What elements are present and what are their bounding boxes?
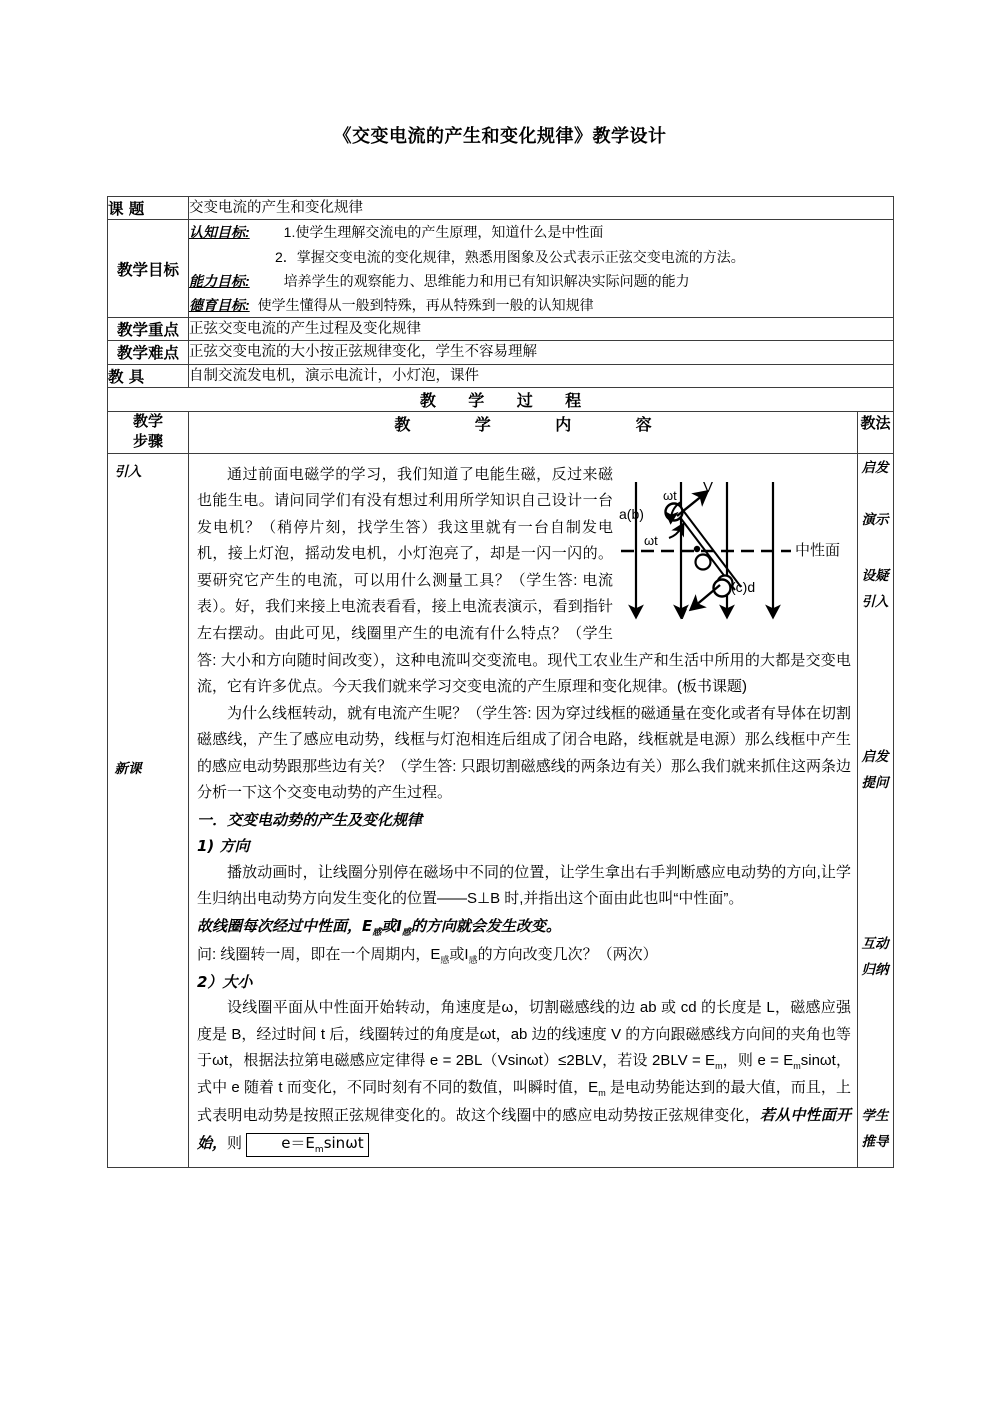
ability-tag: 能力目标: (189, 272, 250, 289)
method-item-7: 归纳 (861, 961, 889, 978)
step-item-newlesson: 新课 (114, 760, 142, 777)
header-content: 教 学 内 容 (189, 412, 858, 454)
subscript-gan-4: 感 (468, 954, 478, 965)
header-method: 教法 (858, 412, 894, 454)
subscript-gan-1: 感 (372, 927, 382, 938)
method-item-3: 引入 (861, 593, 889, 610)
label-omega-t-mid: ωt (644, 532, 658, 548)
label-velocity-bottom: V (677, 605, 688, 623)
table-row-objectives (108, 220, 894, 317)
cognitive-text-1: 1.使学生理解交流电的产生原理，知道什么是中性面 (283, 224, 604, 241)
method-item-8: 学生 (861, 1107, 889, 1124)
moral-text: 使学生懂得从一般到特殊，再从特殊到一般的认知规律 (257, 296, 594, 313)
lesson-plan-table (107, 196, 894, 1168)
magnitude-emph: 若从中性面开始， (197, 1106, 851, 1152)
label-cd: (c)d (731, 578, 756, 595)
method-item-5: 提问 (861, 774, 889, 791)
question-end: 的方向改变几次？（两次） (477, 945, 658, 963)
boxed-formula (246, 1133, 368, 1157)
subscript-m-2: m (793, 1061, 801, 1072)
subscript-gan-2: 感 (401, 927, 411, 938)
label-ab: a(b) (619, 505, 644, 522)
table-row-topic (108, 197, 894, 220)
paragraph-intro-2: 为什么线框转动，就有电流产生呢？（学生答: 因为穿过线框的磁通量在变化或者有导体在切割磁感线，产生了感应电动势，线框与灯泡相连后组成了闭合电路，线框就是电源）那么线框中产生的感应电动势跟那些边有关？（学生答: 只跟切割磁感线的两条边有关）那么我们就来抓住这两条边分析一下这个交变电动势的产生过程。 (197, 704, 851, 802)
key-point-label: 教学重点 (108, 317, 189, 340)
method-item-9: 推导 (861, 1133, 889, 1150)
heading-section-1: 一．交变电动势的产生及变化规律 (197, 810, 423, 829)
method-item-1: 演示 (861, 511, 889, 528)
steps-column (108, 453, 189, 1168)
lesson-content-text (189, 454, 857, 1168)
subscript-m-1: m (715, 1061, 723, 1072)
paragraph-intro-1: 通过前面电磁学的学习，我们知道了电能生磁，反过来磁也能生电。请问同学们有没有想过利用所学知识自己设计一台发电机？（稍停片刻，找学生答）我这里就有一台自制发电机，接上灯泡，摇动发电机，小灯泡亮了，却是一闪一闪的。要研究它产生的电流，可以用什么测量工具？（学生答: 电流表）。好，我们来接上电流表看看，接上电流表演示，看到指针左右摆动。由此可见，线圈里产生的电流有什么特点？（学生答: 大小和方向随时间改变），这种电流叫交变流电。现代工农业生产和生活中所用的大都是交变电流，它有许多优点。今天我们就来学习交变电流的产生原理和变化规律。(板书课题) (197, 465, 851, 696)
method-item-0: 启发 (861, 459, 889, 476)
magnitude-seg-2: ，则 e = E (722, 1052, 794, 1070)
cognitive-text-2: 2．掌握交变电流的变化规律，熟悉用图象及公式表示正弦交变电流的方法。 (275, 248, 745, 265)
symbol-E-1: E (362, 916, 373, 935)
content-column (189, 453, 858, 1168)
paragraph-direction-emph (197, 913, 851, 942)
key-point-value: 正弦交变电流的产生过程及变化规律 (189, 317, 894, 340)
label-omega-t-top: ωt (663, 487, 677, 503)
table-row-process-body (108, 453, 894, 1168)
subscript-gan-3: 感 (440, 954, 450, 965)
ability-text: 培养学生的观察能力、思维能力和用已有知识解决实际问题的能力 (283, 272, 690, 289)
paragraph-magnitude (197, 995, 851, 1157)
objective-moral (189, 293, 893, 317)
question-pre: 问: 线圈转一周，即在一个周期内， (197, 945, 431, 963)
header-step (108, 412, 189, 454)
objective-cognitive-2 (189, 245, 893, 269)
magnitude-seg-4: 是电动势能达到的最大值，而且，上式表明电动势是按照正弦规律变化的。故这个线圈中的感应电动势按正弦规律变化， (197, 1079, 851, 1125)
table-row-key-point (108, 317, 894, 340)
objective-ability (189, 269, 893, 293)
formula-subscript-m: m (314, 1144, 324, 1155)
magnitude-then: 则 (227, 1134, 243, 1152)
methods-column (858, 453, 894, 1168)
heading-magnitude: 2）大小 (197, 972, 253, 991)
cognitive-tag: 认知目标: (189, 224, 250, 241)
question-mid: 或 (449, 945, 465, 963)
topic-value: 交变电流的产生和变化规律 (189, 197, 894, 220)
emph-pre: 故线圈每次经过中性面， (197, 916, 363, 935)
objective-cognitive-1 (189, 220, 893, 244)
step-item-intro: 引入 (114, 463, 142, 480)
method-item-4: 启发 (861, 748, 889, 765)
table-row-process-header (108, 412, 894, 454)
header-step-line2: 步骤 (132, 433, 163, 451)
difficulty-label: 教学难点 (108, 341, 189, 364)
formula-post: sinωt (323, 1133, 364, 1152)
label-velocity-top: V (703, 478, 714, 496)
table-row-tools (108, 364, 894, 387)
method-item-2: 设疑 (861, 567, 889, 584)
emph-mid: 或 (381, 916, 397, 935)
paragraph-question (197, 942, 851, 969)
table-row-process-banner (108, 388, 894, 412)
symbol-I-2: I (464, 945, 469, 963)
header-step-line1: 教学 (132, 413, 163, 431)
objectives-value (189, 220, 894, 317)
tools-value: 自制交流发电机，演示电流计，小灯泡，课件 (189, 364, 894, 387)
symbol-E-2: E (430, 945, 441, 963)
process-banner: 教 学 过 程 (108, 388, 894, 412)
heading-direction: 1) 方向 (197, 837, 250, 856)
paragraph-direction: 播放动画时，让线圈分别停在磁场中不同的位置，让学生拿出右手判断感应电动势的方向,让学生归纳出电动势方向发生变化的位置——S⊥B 时,并指出这个面由此也叫“中性面”。 (197, 863, 851, 908)
label-neutral-plane: 中性面 (795, 541, 841, 559)
magnitude-seg-3: sinωt，式中 e 随着 t 而变化，不同时刻有不同的数值，叫瞬时值，E (197, 1052, 851, 1097)
difficulty-value: 正弦交变电流的大小按正弦规律变化，学生不容易理解 (189, 341, 894, 364)
table-row-difficulty (108, 341, 894, 364)
objectives-label: 教学目标 (108, 220, 189, 317)
induction-diagram (619, 466, 851, 638)
tools-label: 教 具 (108, 364, 189, 387)
subscript-m-3: m (598, 1088, 606, 1099)
topic-label (108, 197, 189, 220)
emph-end: 的方向就会发生改变。 (410, 916, 561, 935)
page-title: 《交变电流的产生和变化规律》教学设计 (333, 126, 667, 146)
topic-label-text: 课 题 (108, 201, 145, 218)
magnitude-seg-1: 设线圈平面从中性面开始转动，角速度是ω，切割磁感线的边 ab 或 cd 的长度是 L，磁感应强度是 B，经过时间 t 后，线圈转过的角度是ωt，ab 边的线速度 V 的方向跟磁感线方向间的夹角也等于ωt，根据法拉第电磁感应定律得 e = 2BL（Vsinωt）≤2BLV，若设 2BLV = E (197, 999, 851, 1070)
method-item-6: 互动 (861, 935, 889, 952)
moral-tag: 德育目标: (189, 296, 250, 313)
formula-pre: e＝E (281, 1133, 315, 1152)
symbol-I-1: I (396, 916, 402, 935)
